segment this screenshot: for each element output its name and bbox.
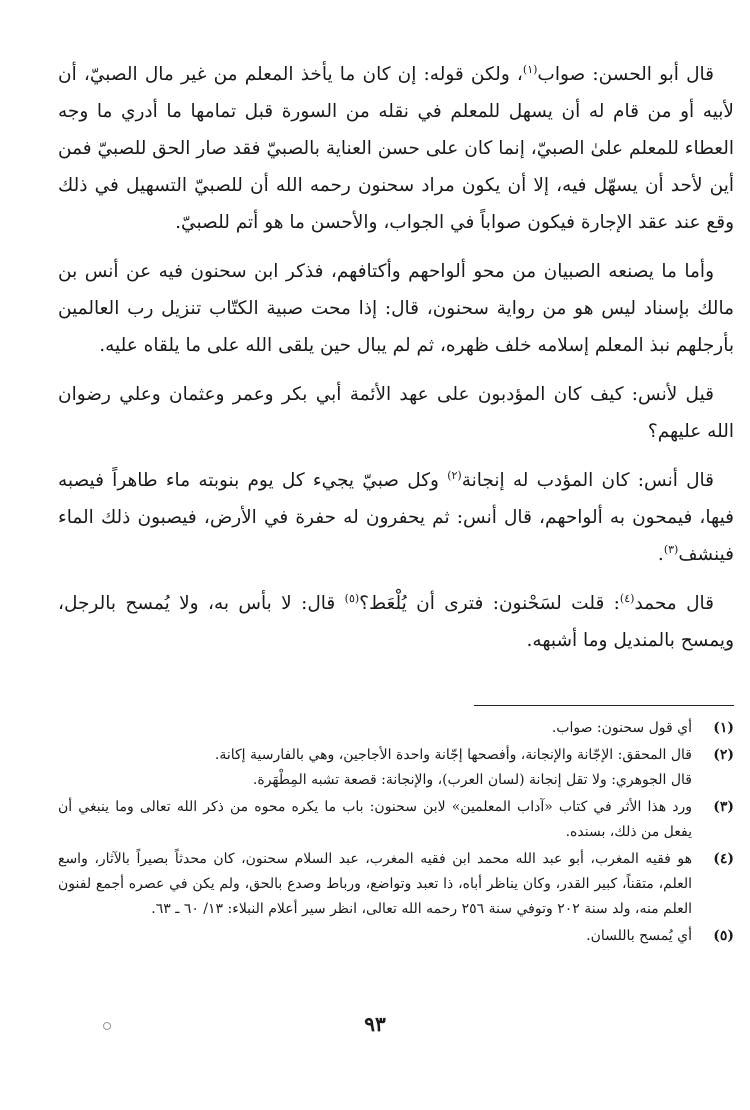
paragraph-5-b: : قلت لسَحْنون: فترى أن يُلْعَط؟ <box>359 593 620 614</box>
paragraph-2 <box>58 253 734 364</box>
scan-speck-decoration <box>103 1022 111 1030</box>
page-body <box>58 56 734 671</box>
footnote-text <box>58 924 692 949</box>
footnote-number: (٥) <box>713 928 734 944</box>
footnote-text <box>58 795 692 845</box>
paragraph-4-text: قال أنس: كان المؤدب له إنجانة <box>461 470 714 491</box>
paragraph-4-end: . <box>657 544 664 565</box>
footnote-number: (٣) <box>713 799 734 815</box>
paragraph-5-a: قال محمد <box>634 593 715 614</box>
paragraph-1-rest: ، ولكن قوله: إن كان ما يأخذ المعلم من غير مال الصبيّ، أن لأبيه أو من قام له أن يسهل للمعلم في نقله من السورة قبل تمامها ما أدري ما وجه العطاء للمعلم علىٰ الصبيّ، إنما كان على حسن العناية بالصبيّ فقد صار الحق للصبيّ فمن أين لأحد أن يسهّل فيه، إلا أن يكون مراد سحنون رحمه الله أن للصبيّ التسهيل في ذلك وقع عند عقد الإجارة فيكون صواباً في الجواب، والأحسن ما هو أتم للصبيّ. <box>58 64 734 233</box>
footnote-ref-5: (٥) <box>344 591 360 605</box>
paragraph-5-c: قال: لا بأس به، ولا يُمسح بالرجل، ويمسح بالمنديل وما أشبهه. <box>58 593 734 651</box>
footnote-text <box>58 743 692 793</box>
footnote-line: قال الجوهري: ولا تقل إنجانة (لسان العرب)، والإنجانة: قصعة تشبه المِطْهَرة. <box>252 772 692 788</box>
paragraph-3-text: قيل لأنس: كيف كان المؤدبون على عهد الأئمة أبي بكر وعمر وعثمان وعلي رضوان الله عليهم؟ <box>58 384 734 442</box>
main-text <box>58 56 734 659</box>
footnote-text <box>58 716 692 741</box>
paragraph-4 <box>58 462 734 573</box>
footnotes <box>58 716 734 951</box>
paragraph-1-text: قال أبو الحسن: صواب <box>537 64 714 85</box>
footnote-number: (٢) <box>713 747 734 763</box>
footnote-ref-4: (٤) <box>619 591 635 605</box>
paragraph-1 <box>58 56 734 241</box>
paragraph-4-mid: وكل صبيّ يجيء كل يوم بنوبته ماء طاهراً فيصبه فيها، فيمحون به ألواحهم، قال أنس: ثم يحفرون له حفرة في الأرض، فيصبون ذلك الماء فينشف <box>58 470 734 565</box>
footnote-text <box>58 847 692 922</box>
footnote-line: قال المحقق: الإجّانة والإنجانة، وأفصحها إجّانة واحدة الأجاجين، وهي بالفارسية إكانة. <box>214 747 692 763</box>
footnote-number: (١) <box>713 720 734 736</box>
footnote-4 <box>58 847 734 922</box>
paragraph-3 <box>58 376 734 450</box>
footnote-line: أي قول سحنون: صواب. <box>551 720 692 736</box>
footnote-ref-2: (٢) <box>447 468 462 482</box>
paragraph-2-text: وأما ما يصنعه الصبيان من محو ألواحهم وأكتافهم، فذكر ابن سحنون فيه عن أنس بن مالك بإسناد ليس هو من رواية سحنون، قال: إذا محت صبية الكتّاب تنزيل رب العالمين بأرجلهم نبذ المعلم إسلامه خلف ظهره، ثم لم يبال حين يلقى الله على ما يلقاه عليه. <box>58 261 734 356</box>
footnote-2 <box>58 743 734 793</box>
footnote-line: أي يُمسح باللسان. <box>586 928 692 944</box>
footnote-3 <box>58 795 734 845</box>
footnote-separator <box>474 705 734 706</box>
footnote-5 <box>58 924 734 949</box>
footnote-ref-1: (١) <box>522 62 538 76</box>
footnote-number: (٤) <box>713 851 734 867</box>
paragraph-5 <box>58 585 734 659</box>
footnote-line: ورد هذا الأثر في كتاب «آداب المعلمين» لابن سحنون: باب ما يكره محوه من ذكر الله تعالى وما ينبغي أن يفعل من ذلك، بسنده. <box>58 799 693 840</box>
footnote-ref-3: (٣) <box>663 542 679 556</box>
footnote-line: هو فقيه المغرب، أبو عبد الله محمد ابن فقيه المغرب، عبد السلام سحنون، كان محدثاً بصيراً بالآثار، واسع العلم، متقناً، كبير القدر، وكان يناظر أباه، ذا تعبد وتواضع، ورباط وصدع بالحق، ولم يكن في عصره أجمع لفنون العلم منه، ولد سنة ٢٠٢ وتوفي سنة ٢٥٦ رحمه الله تعالى، انظر سير أعلام النبلاء: ١٣/ ٦٠ ـ ٦٣. <box>58 851 692 917</box>
footnote-1 <box>58 716 734 741</box>
page-number: ٩٣ <box>364 1012 386 1036</box>
